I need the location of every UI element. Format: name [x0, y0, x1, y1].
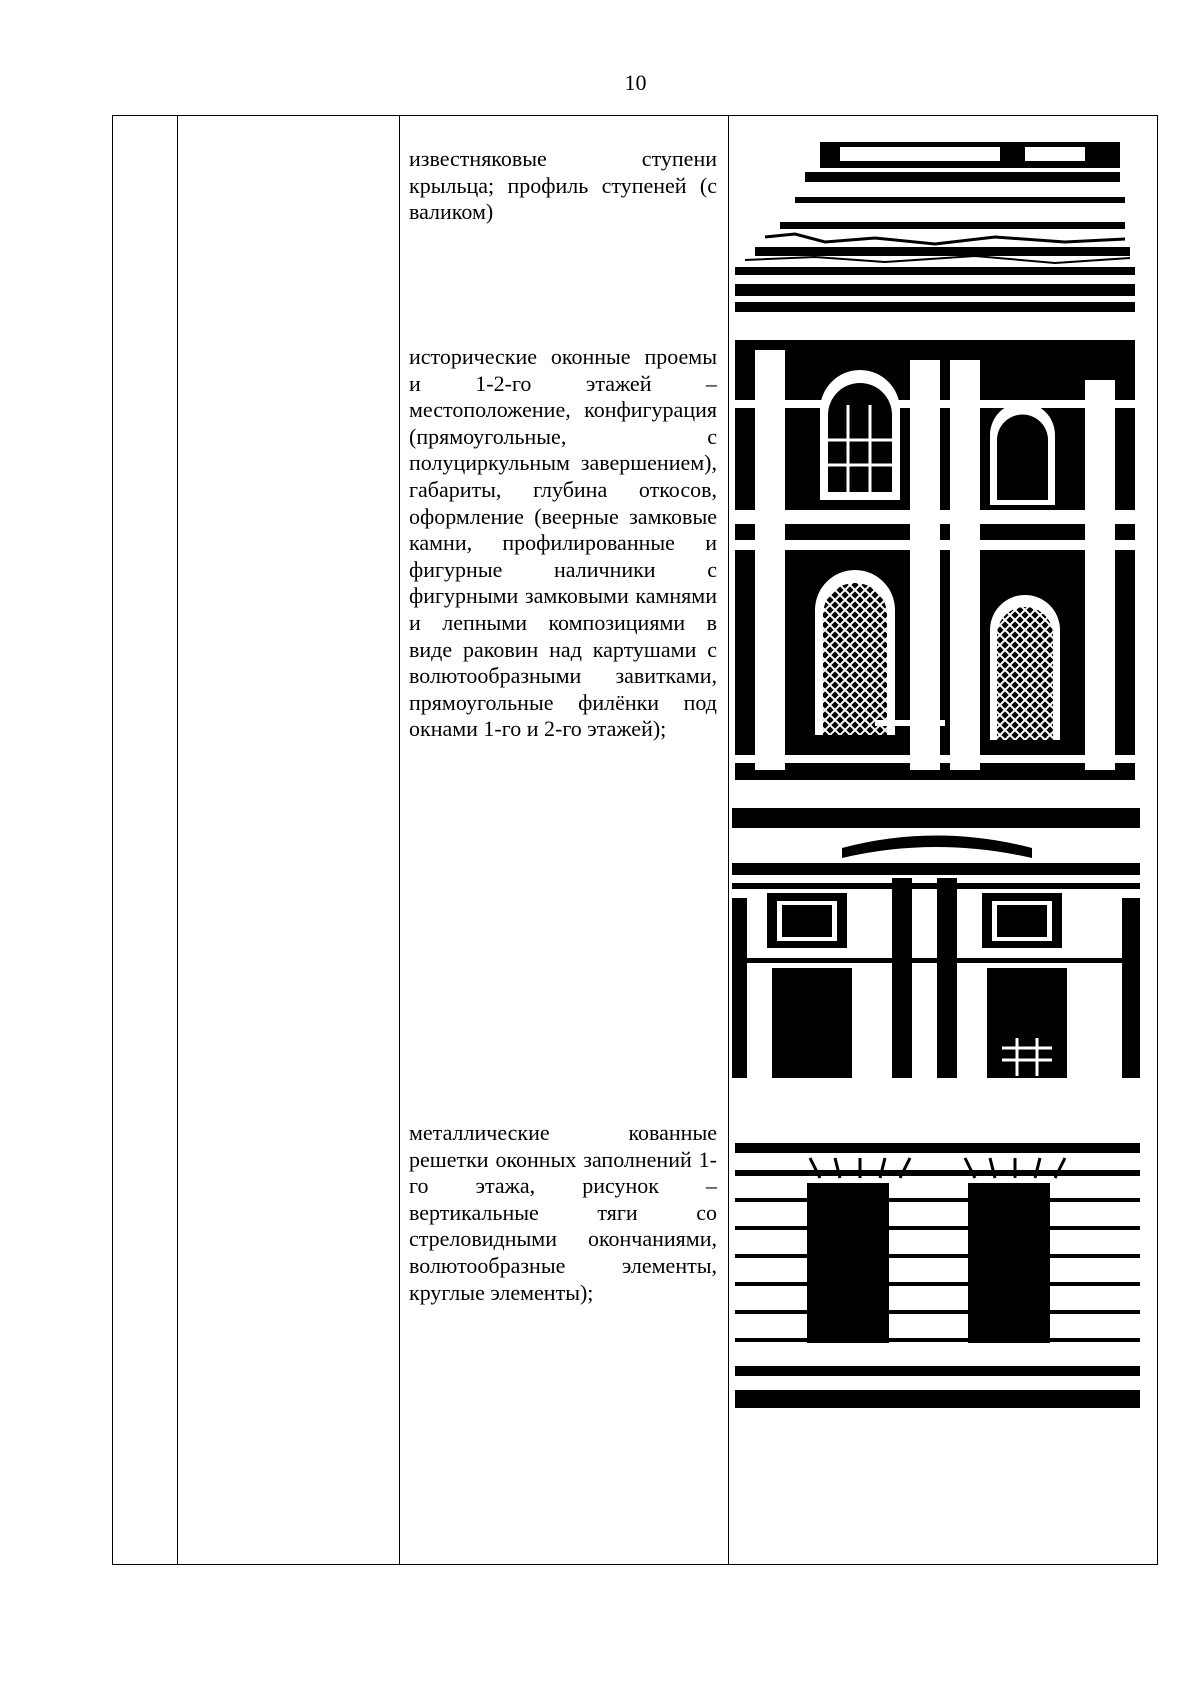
arched-windows-graphic — [735, 340, 1135, 780]
column-divider-1 — [177, 116, 178, 1564]
arched-windows-photo — [735, 340, 1135, 780]
row-2-text: исторические оконные проемы и 1-2-го этажей – местоположение, конфигурация (прямоугольные, с полуциркульным завершением), габариты, глубина откосов, оформление (веерные замковые камни, профилированные и фигурные наличники с фигурными замковыми камнями и лепными композициями в виде раковин над картушами с волютообразными завитками, прямоугольные филёнки под окнами 1-го и 2-го этажей); — [409, 344, 717, 742]
window-grilles-graphic — [735, 1128, 1140, 1408]
window-grilles-photo — [735, 1128, 1140, 1408]
steps-photo — [735, 142, 1135, 312]
column-divider-3 — [728, 116, 729, 1564]
panel-windows-graphic — [732, 808, 1140, 1078]
column-divider-2 — [399, 116, 400, 1564]
row-1-text: известняковые ступени крыльца; профиль ступеней (с валиком) — [409, 146, 717, 225]
page-number: 10 — [624, 70, 647, 95]
panel-windows-photo — [732, 808, 1140, 1078]
row-3-text: металлические кованные решетки оконных заполнений 1-го этажа, рисунок – вертикальные тяги со стреловидными окончаниями, волютообразные элементы, круглые элементы); — [409, 1120, 717, 1305]
steps-photo-graphic — [735, 142, 1135, 312]
